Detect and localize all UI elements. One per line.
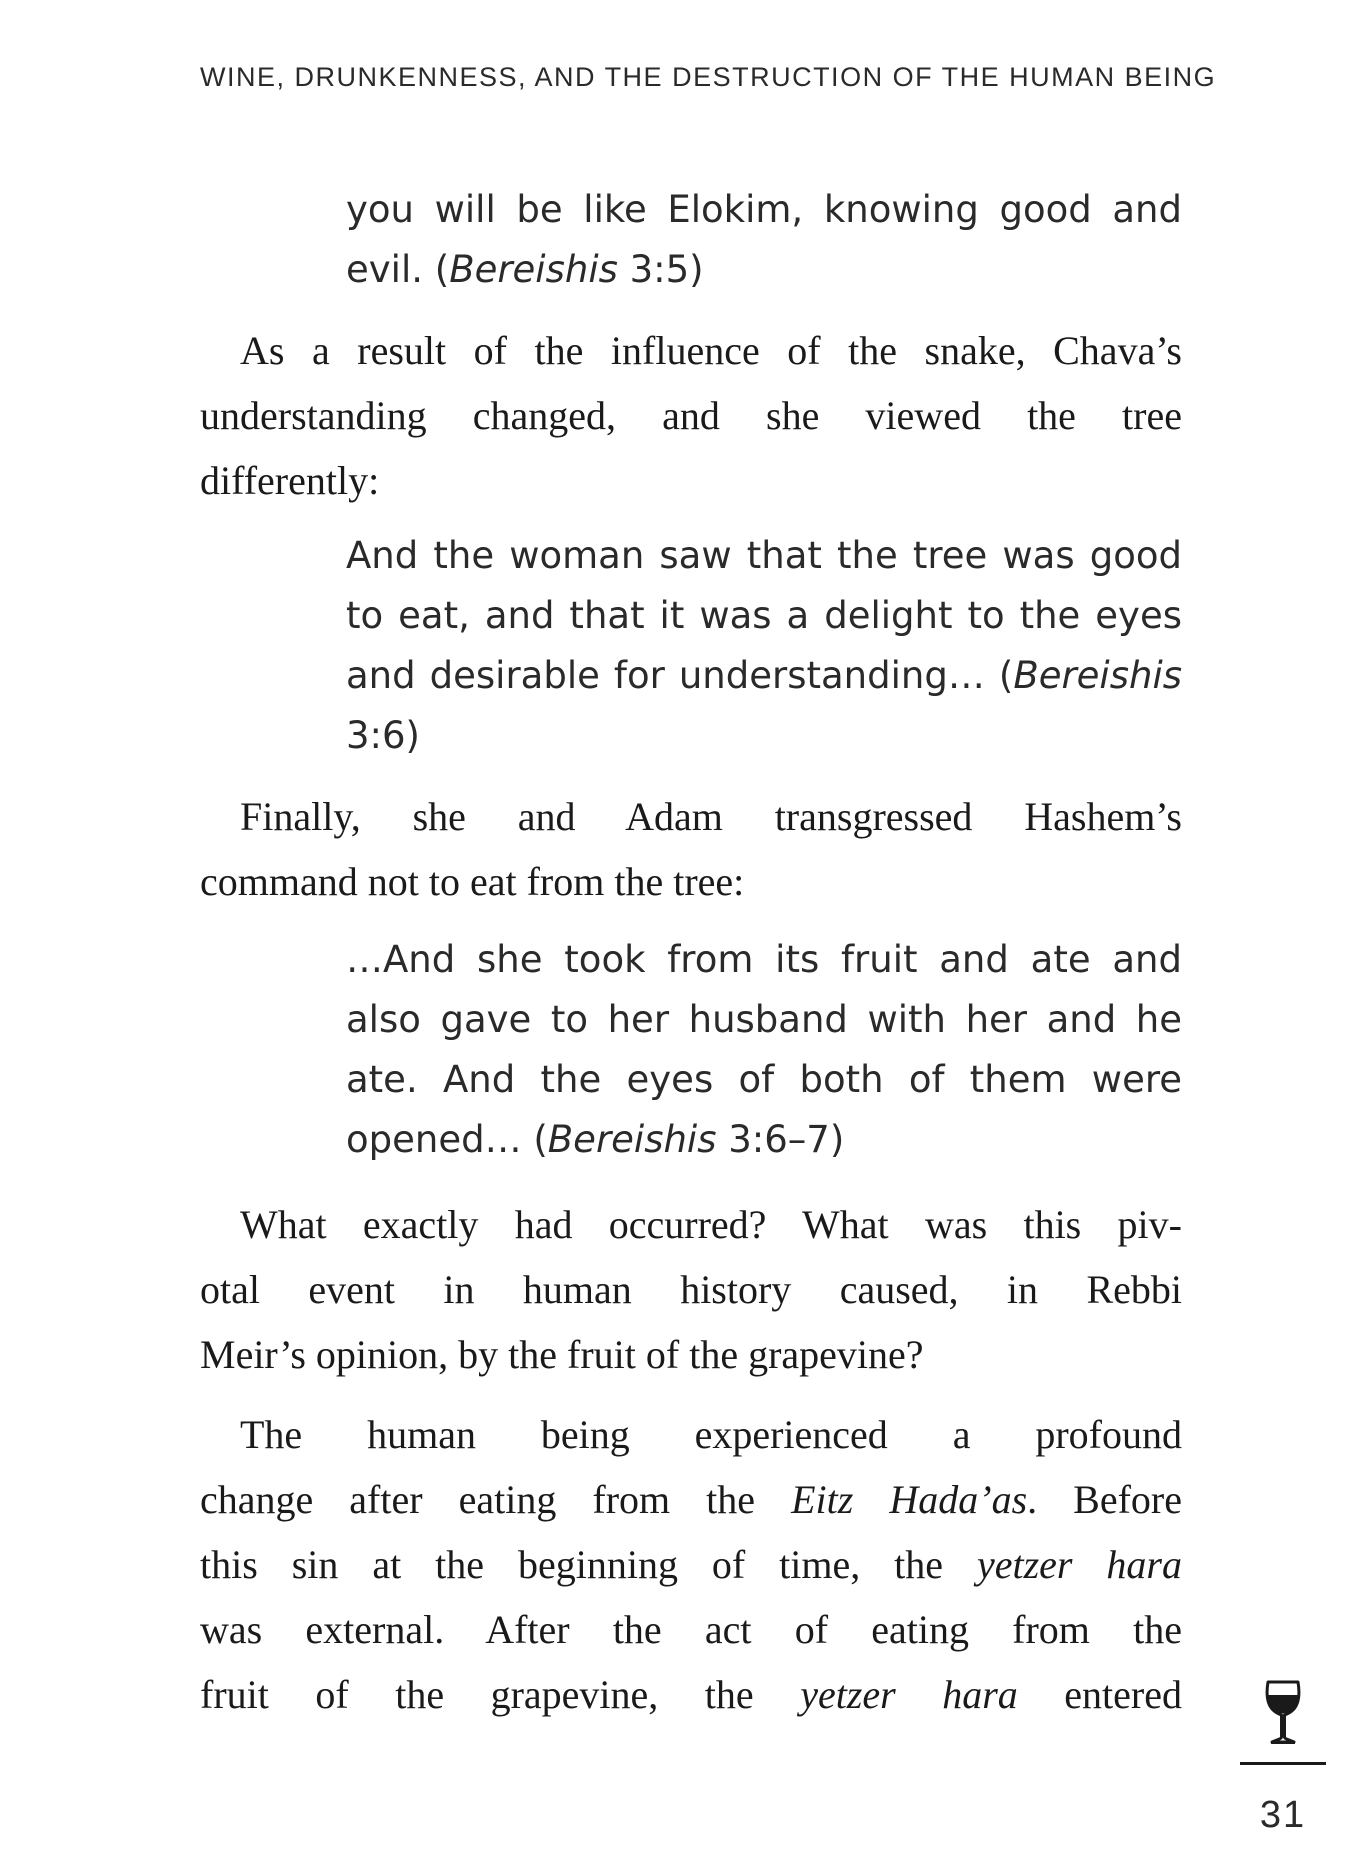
quote-line: 3:6)	[346, 714, 420, 757]
paragraph-line: differently:	[200, 458, 380, 503]
quote-line: …And she took from its fruit and ate and	[346, 938, 1182, 981]
paragraph-line: Finally, she and Adam transgressed Hashem’s	[240, 794, 1182, 839]
paragraph-line: understanding changed, and she viewed the tree	[200, 393, 1182, 438]
running-head: WINE, DRUNKENNESS, AND THE DESTRUCTION OF THE HUMAN BEING	[200, 62, 1217, 92]
quote-line: ate. And the eyes of both of them were	[346, 1058, 1182, 1101]
paragraph-line: fruit of the grapevine, the yetzer hara entered	[200, 1672, 1182, 1717]
quote-line: also gave to her husband with her and he	[346, 998, 1182, 1041]
paragraph-line: otal event in human history caused, in Rebbi	[200, 1267, 1182, 1312]
paragraph-line: The human being experienced a profound	[240, 1412, 1182, 1457]
footer-rule	[1240, 1762, 1326, 1765]
paragraph-line: As a result of the influence of the snake, Chava’s	[240, 328, 1182, 373]
page-number: 31	[1259, 1794, 1307, 1836]
paragraph-2	[200, 784, 1182, 914]
paragraph-line: was external. After the act of eating from the	[200, 1607, 1182, 1652]
quote-line: opened… (Bereishis 3:6–7)	[346, 1118, 845, 1161]
block-quote-2	[346, 526, 1182, 766]
quote-line: and desirable for understanding… (Bereishis	[346, 654, 1182, 697]
wine-glass-icon	[1263, 1680, 1303, 1746]
quote-line: you will be like Elokim, knowing good and	[346, 188, 1182, 231]
paragraph-line: change after eating from the Eitz Hada’as. Before	[200, 1477, 1183, 1522]
quote-line: And the woman saw that the tree was good	[346, 534, 1182, 577]
quote-line: to eat, and that it was a delight to the eyes	[346, 594, 1182, 637]
paragraph-3	[200, 1192, 1182, 1387]
block-quote-1	[346, 180, 1182, 300]
paragraph-line: this sin at the beginning of time, the yetzer hara	[200, 1542, 1182, 1587]
paragraph-4	[200, 1402, 1182, 1727]
paragraph-line: command not to eat from the tree:	[200, 859, 745, 904]
paragraph-line: What exactly had occurred? What was this piv-	[240, 1202, 1182, 1247]
quote-line: evil. (Bereishis 3:5)	[346, 248, 704, 291]
paragraph-1	[200, 318, 1182, 513]
block-quote-3	[346, 930, 1182, 1170]
paragraph-line: Meir’s opinion, by the fruit of the grapevine?	[200, 1332, 924, 1377]
